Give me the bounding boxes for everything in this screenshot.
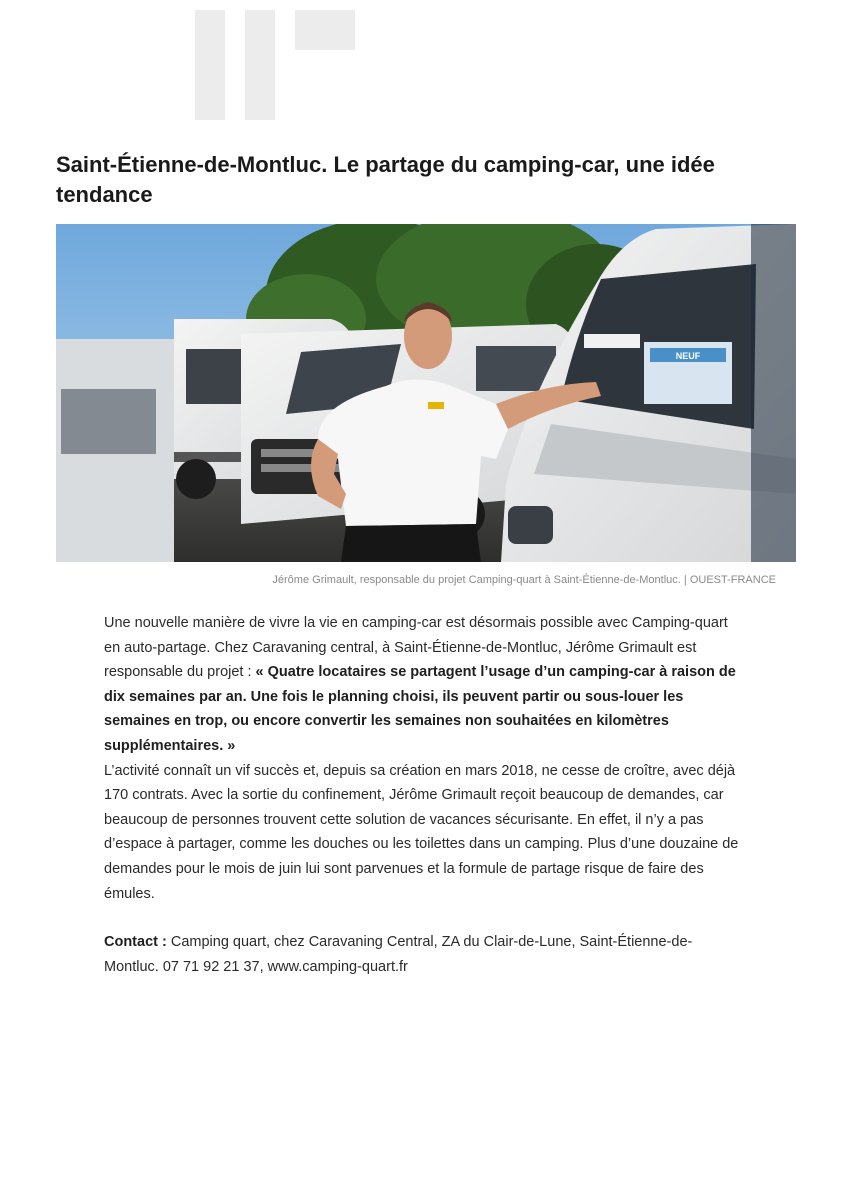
- contact-line: [104, 930, 744, 979]
- paragraph-1: [104, 611, 744, 759]
- paragraph-1-intro: Une nouvelle manière de vivre la vie en camping-car est désormais possible avec Camping-quart en auto-partage. Chez Caravaning central, à Saint-Étienne-de-Montluc, Jérôme Grimault est responsable du projet :: [104, 615, 728, 681]
- camping-car-photo-icon: [56, 224, 796, 562]
- contact-text: Camping quart, chez Caravaning Central, ZA du Clair-de-Lune, Saint-Étienne-de-Montluc. 07 71 92 21 37, www.camping-quart.fr: [104, 934, 693, 975]
- article-headline: Saint-Étienne-de-Montluc. Le partage du camping-car, une idée tendance: [56, 152, 715, 207]
- caption-credit: OUEST-FRANCE: [689, 574, 776, 586]
- article-photo: [56, 224, 796, 562]
- contact-label: Contact :: [104, 934, 167, 951]
- photo-sign-text: NEUF: [675, 351, 701, 361]
- photo-caption: [56, 574, 776, 586]
- faded-watermark: [185, 0, 365, 140]
- paragraph-2: L’activité connaît un vif succès et, depuis sa création en mars 2018, ne cesse de croître, avec déjà 170 contrats. Avec la sortie du confinement, Jérôme Grimault reçoit beaucoup de demandes, car beaucoup de personnes trouvent cette solution de vacances sécurisante. En effet, il n’y a pas d’espace à partager, comme les douches ou les toilettes dans un camping. Plus d’une douzaine de demandes pour le mois de juin lui sont parvenues et la formule de partage risque de faire des émules.: [104, 762, 739, 902]
- paragraph-1-quote: « Quatre locataires se partagent l’usage d’un camping-car à raison de dix semaines par an. Une fois le planning choisi, ils peuvent partir ou sous-louer les semaines en trop, ou encore convertir les semaines non souhaitées en kilomètres supplémentaires. »: [104, 664, 736, 754]
- article-body: [104, 611, 744, 979]
- caption-text: Jérôme Grimault, responsable du projet Camping-quart à Saint-Étienne-de-Montluc. |: [272, 574, 690, 586]
